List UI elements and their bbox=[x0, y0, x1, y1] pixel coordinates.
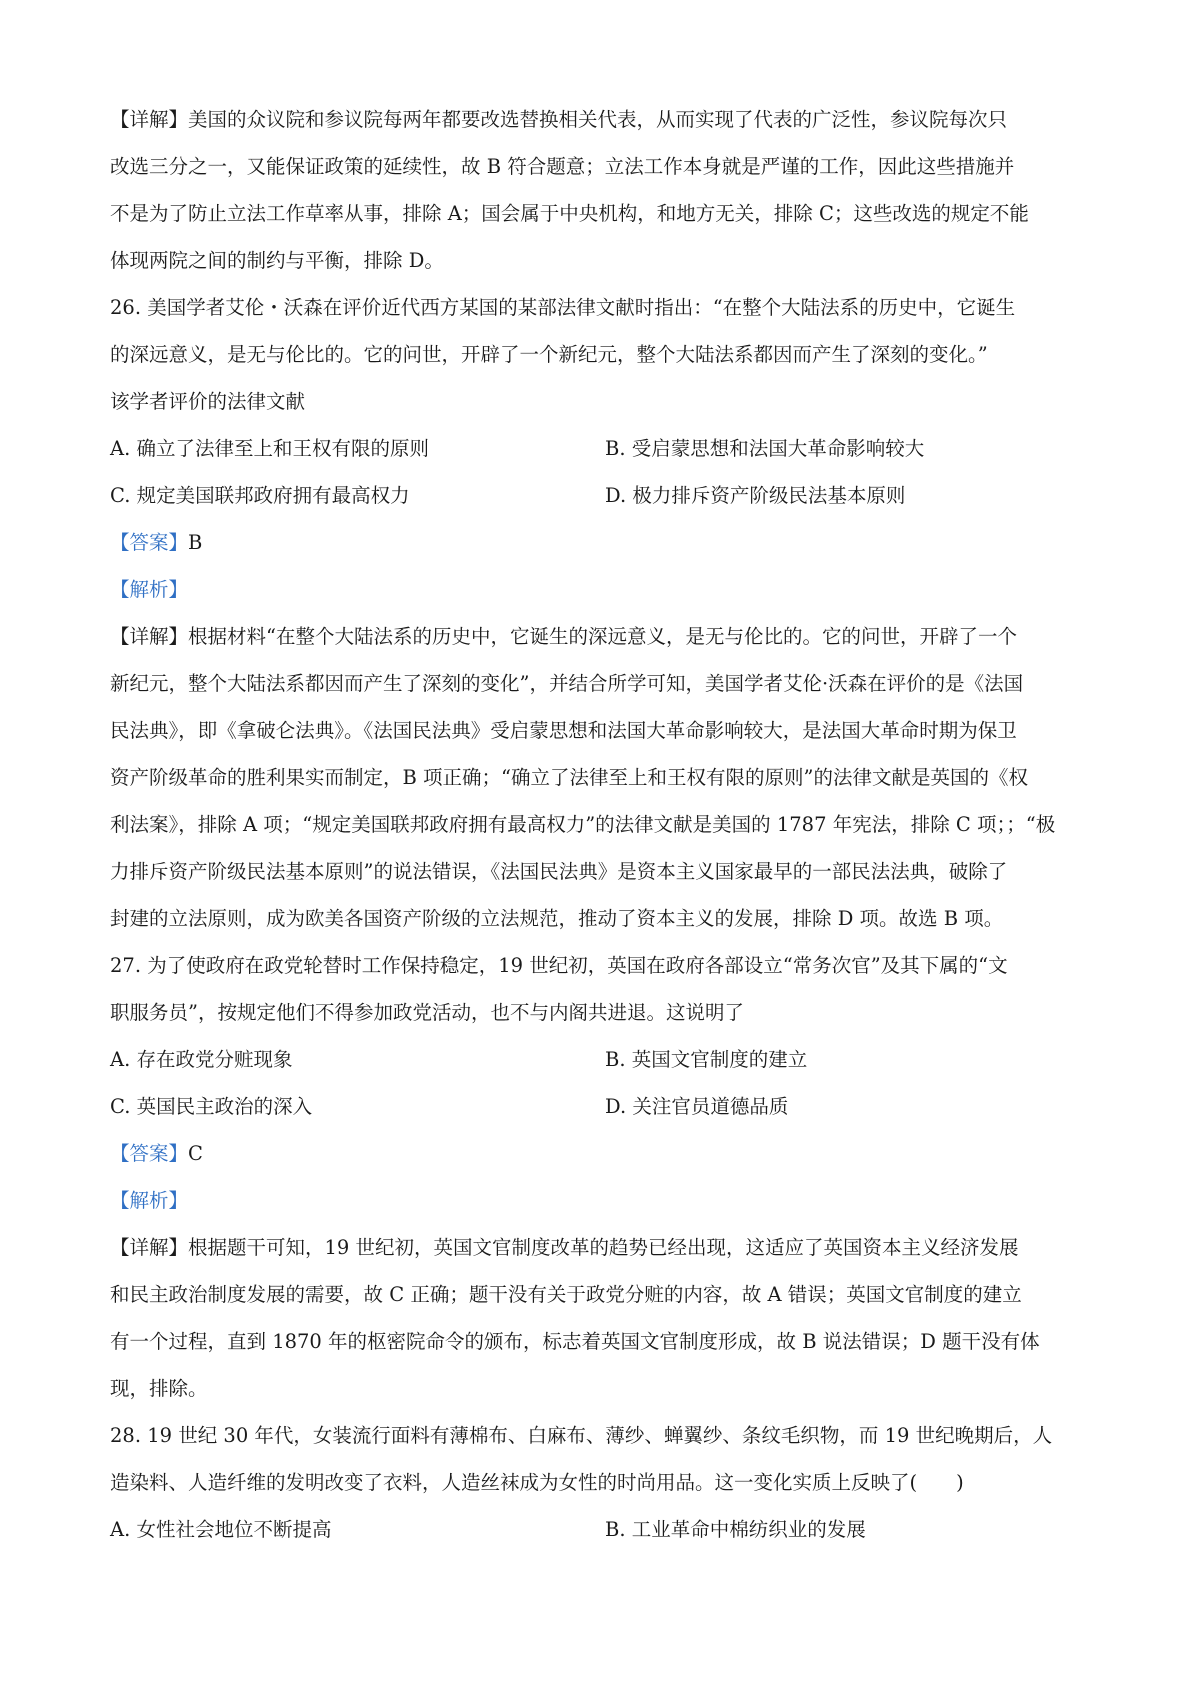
q27-answer-value: C bbox=[188, 1142, 203, 1165]
q26-detail-line: 新纪元，整个大陆法系都因而产生了深刻的变化”，并结合所学可知，美国学者艾伦·沃森在评价的是《法国 bbox=[110, 672, 1024, 695]
q25-detail-line: 改选三分之一，又能保证政策的延续性，故 B 符合题意；立法工作本身就是严谨的工作，因此这些措施并 bbox=[110, 155, 1015, 178]
answer-tag: 【答案】 bbox=[110, 1142, 189, 1165]
q27-detail-line: 【详解】根据题干可知，19 世纪初，英国文官制度改革的趋势已经出现，这适应了英国资本主义经济发展 bbox=[110, 1236, 1019, 1259]
q26-stem-line: 26. 美国学者艾伦・沃森在评价近代西方某国的某部法律文献时指出：“在整个大陆法系的历史中，它诞生 bbox=[110, 296, 1016, 319]
q28-stem bbox=[110, 1412, 1100, 1506]
q27-detail-line: 有一个过程，直到 1870 年的枢密院命令的颁布，标志着英国文官制度形成，故 B 说法错误；D 题干没有体 bbox=[110, 1330, 1040, 1353]
q28-option-a: A. 女性社会地位不断提高 bbox=[110, 1518, 332, 1541]
q27-detail-line: 和民主政治制度发展的需要，故 C 正确；题干没有关于政党分赃的内容，故 A 错误；英国文官制度的建立 bbox=[110, 1283, 1022, 1306]
q26-option-d: D. 极力排斥资产阶级民法基本原则 bbox=[605, 484, 906, 507]
q26-detail-line: 资产阶级革命的胜利果实而制定，B 项正确；“确立了法律至上和王权有限的原则”的法律文献是英国的《权 bbox=[110, 766, 1028, 789]
q27-option-b: B. 英国文官制度的建立 bbox=[605, 1048, 808, 1071]
q26-option-c: C. 规定美国联邦政府拥有最高权力 bbox=[110, 484, 410, 507]
q26-detail bbox=[110, 613, 1100, 942]
answer-tag: 【答案】 bbox=[110, 531, 189, 554]
q27-stem bbox=[110, 942, 1100, 1036]
q27-answer bbox=[110, 1130, 1100, 1177]
q26-option-b: B. 受启蒙思想和法国大革命影响较大 bbox=[605, 437, 925, 460]
q27-options bbox=[110, 1036, 1100, 1130]
q26-detail-line: 利法案》，排除 A 项；“规定美国联邦政府拥有最高权力”的法律文献是美国的 1787 年宪法，排除 C 项；；“极 bbox=[110, 813, 1056, 836]
q26-stem bbox=[110, 284, 1100, 425]
q28-options bbox=[110, 1506, 1100, 1553]
q28-stem-line: 28. 19 世纪 30 年代，女装流行面料有薄棉布、白麻布、薄纱、蝉翼纱、条纹毛织物，而 19 世纪晚期后，人 bbox=[110, 1424, 1053, 1447]
q26-stem-line: 该学者评价的法律文献 bbox=[110, 390, 306, 413]
q28-stem-line: 造染料、人造纤维的发明改变了衣料，人造丝袜成为女性的时尚用品。这一变化实质上反映了( ) bbox=[110, 1471, 964, 1494]
analysis-tag: 【解析】 bbox=[110, 1189, 189, 1212]
q26-option-a: A. 确立了法律至上和王权有限的原则 bbox=[110, 437, 429, 460]
q27-option-d: D. 关注官员道德品质 bbox=[605, 1095, 789, 1118]
q26-detail-line: 民法典》，即《拿破仑法典》。《法国民法典》受启蒙思想和法国大革命影响较大，是法国大革命时期为保卫 bbox=[110, 719, 1017, 742]
q26-detail-line: 力排斥资产阶级民法基本原则”的说法错误，《法国民法典》是资本主义国家最早的一部民法法典，破除了 bbox=[110, 860, 1008, 883]
q25-detail bbox=[110, 96, 1100, 284]
document-page bbox=[110, 96, 1100, 1553]
q25-detail-line: 体现两院之间的制约与平衡，排除 D。 bbox=[110, 249, 444, 272]
q26-detail-line: 封建的立法原则，成为欧美各国资产阶级的立法规范，推动了资本主义的发展，排除 D 项。故选 B 项。 bbox=[110, 907, 1004, 930]
q25-detail-line: 【详解】美国的众议院和参议院每两年都要改选替换相关代表，从而实现了代表的广泛性，参议院每次只 bbox=[110, 108, 1008, 131]
q27-option-c: C. 英国民主政治的深入 bbox=[110, 1095, 313, 1118]
q26-analysis bbox=[110, 566, 1100, 613]
q26-options bbox=[110, 425, 1100, 519]
q28-option-b: B. 工业革命中棉纺织业的发展 bbox=[605, 1518, 866, 1541]
q26-answer-value: B bbox=[188, 531, 203, 554]
q27-detail-line: 现，排除。 bbox=[110, 1377, 208, 1400]
q27-analysis bbox=[110, 1177, 1100, 1224]
q27-stem-line: 27. 为了使政府在政党轮替时工作保持稳定，19 世纪初，英国在政府各部设立“常务次官”及其下属的“文 bbox=[110, 954, 1008, 977]
q27-detail bbox=[110, 1224, 1100, 1412]
q27-stem-line: 职服务员”，按规定他们不得参加政党活动，也不与内阁共进退。这说明了 bbox=[110, 1001, 744, 1024]
q26-detail-line: 【详解】根据材料“在整个大陆法系的历史中，它诞生的深远意义，是无与伦比的。它的问世，开辟了一个 bbox=[110, 625, 1017, 648]
q26-answer bbox=[110, 519, 1100, 566]
q25-detail-line: 不是为了防止立法工作草率从事，排除 A；国会属于中央机构，和地方无关，排除 C；这些改选的规定不能 bbox=[110, 202, 1029, 225]
q27-option-a: A. 存在政党分赃现象 bbox=[110, 1048, 293, 1071]
analysis-tag: 【解析】 bbox=[110, 578, 189, 601]
q26-stem-line: 的深远意义，是无与伦比的。它的问世，开辟了一个新纪元，整个大陆法系都因而产生了深刻的变化。” bbox=[110, 343, 988, 366]
